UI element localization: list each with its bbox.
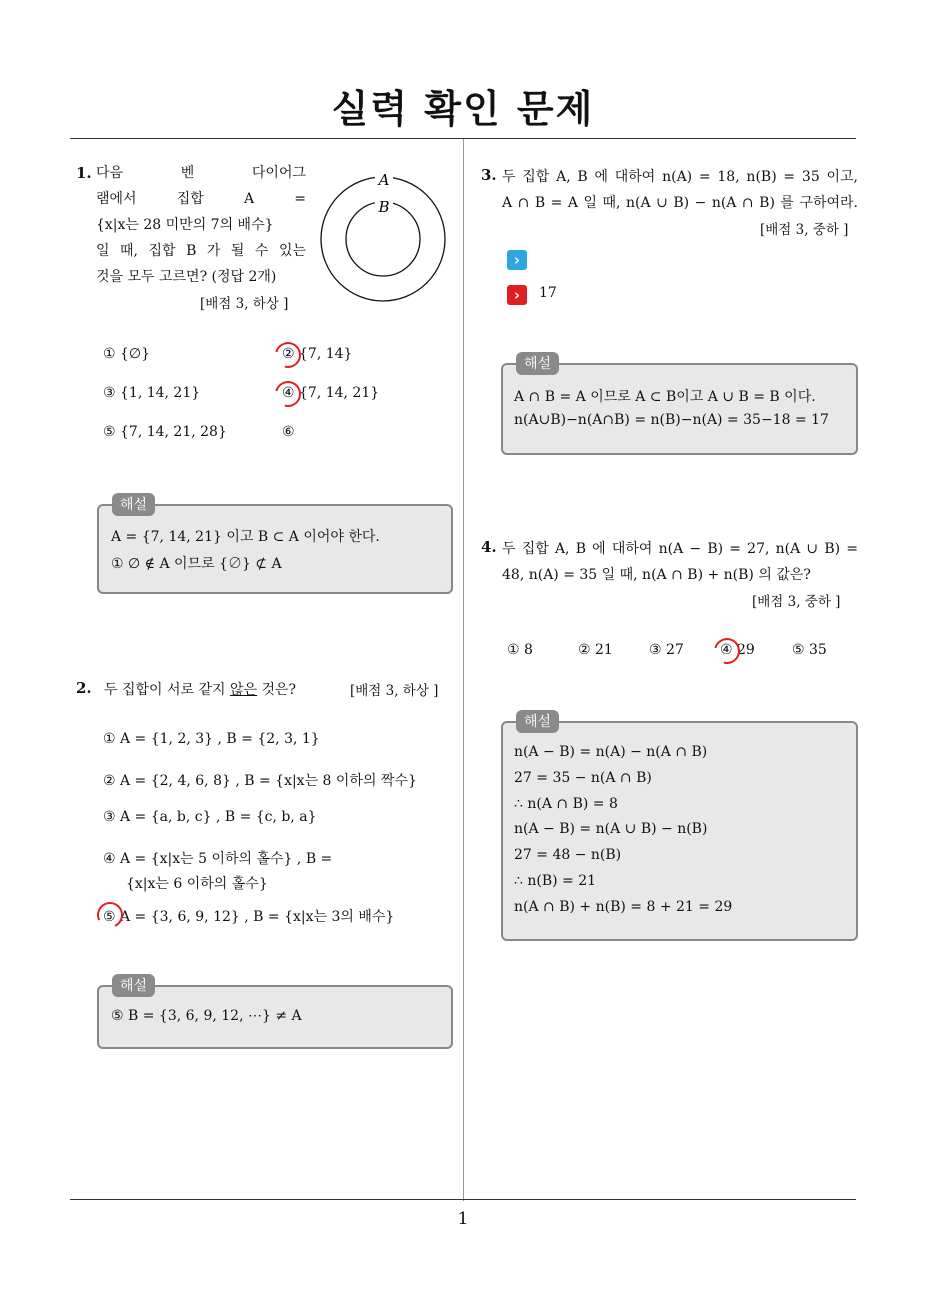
q1-choice-2[interactable]: ② {7, 14}	[282, 346, 353, 362]
q4-solution-line: n(A − B) = n(A) − n(A ∩ B)	[514, 744, 708, 760]
q1-solution-line: ① ∅ ∉ A 이므로 {∅} ⊄ A	[111, 556, 282, 572]
q2-question-text: 두 집합이 서로 같지	[104, 682, 230, 698]
q1-grade: [배점 3, 하상 ]	[200, 296, 289, 312]
venn-diagram	[318, 168, 448, 308]
q3-line: 두 집합 A, B 에 대하여 n(A) = 18, n(B) = 35 이고,	[502, 169, 858, 185]
page-title: 실력 확인 문제	[331, 87, 595, 131]
q1-choice-4[interactable]: ④ {7, 14, 21}	[282, 385, 380, 401]
q3-line: A ∩ B = A 일 때, n(A ∪ B) − n(A ∩ B) 를 구하여라.	[502, 195, 858, 211]
q1-line: 다음 벤 다이어그	[96, 165, 306, 181]
q2-question	[104, 679, 296, 699]
q2-choice-1[interactable]: ① A = {1, 2, 3} , B = {2, 3, 1}	[103, 731, 320, 747]
q3-solution-tag: 해설	[516, 352, 559, 375]
answer-mark	[709, 633, 745, 669]
q2-choice-3[interactable]: ③ A = {a, b, c} , B = {c, b, a}	[103, 809, 317, 825]
q4-solution-line: ∴ n(B) = 21	[514, 873, 597, 889]
q4-grade: [배점 3, 중하 ]	[752, 594, 841, 610]
q2-number: 2.	[76, 679, 92, 697]
q4-choice-1[interactable]: ① 8	[507, 642, 533, 658]
q1-number: 1.	[76, 164, 92, 182]
answer-mark	[270, 337, 306, 373]
q1-line: 일 때, 집합 B 가 될 수 있는	[96, 243, 306, 259]
q2-choice-4-cont: {x|x는 6 이하의 홀수}	[126, 876, 268, 892]
q1-choice-6[interactable]: ⑥	[282, 424, 295, 440]
q2-choice-4[interactable]: ④ A = {x|x는 5 이하의 홀수} , B =	[103, 851, 333, 867]
q4-choice-3[interactable]: ③ 27	[649, 642, 684, 658]
q2-question-end: 것은?	[257, 682, 297, 698]
venn-label-a: A	[378, 171, 390, 189]
q4-solution-line: ∴ n(A ∩ B) = 8	[514, 796, 618, 812]
q1-line: 것을 모두 고르면? (정답 2개)	[96, 269, 277, 285]
venn-outer-circle	[321, 177, 445, 301]
q2-question-emphasis: 않은	[230, 682, 258, 698]
page-number: 1	[457, 1209, 469, 1229]
q2-solution-line: ⑤ B = {3, 6, 9, 12, ⋯} ≠ A	[111, 1008, 302, 1024]
column-divider	[463, 139, 464, 1201]
q3-solution-box	[501, 363, 858, 455]
q1-line: {x|x는 28 미만의 7의 배수}	[96, 217, 274, 233]
q2-grade: [배점 3, 하상 ]	[350, 683, 439, 699]
q4-solution-line: n(A − B) = n(A ∪ B) − n(B)	[514, 821, 708, 837]
q1-solution-box	[97, 504, 453, 594]
q3-grade: [배점 3, 중하 ]	[760, 222, 849, 238]
q4-line: 두 집합 A, B 에 대하여 n(A − B) = 27, n(A ∪ B) =	[502, 541, 858, 557]
q1-choice-5[interactable]: ⑤ {7, 14, 21, 28}	[103, 424, 227, 440]
answer-mark	[93, 898, 126, 931]
q4-choice-5[interactable]: ⑤ 35	[792, 642, 827, 658]
q4-solution-line: n(A ∩ B) + n(B) = 8 + 21 = 29	[514, 899, 733, 915]
q4-solution-tag: 해설	[516, 710, 559, 733]
q3-solution-line: n(A∪B)−n(A∩B) = n(B)−n(A) = 35−18 = 17	[514, 412, 829, 428]
footer-divider	[70, 1199, 856, 1200]
chevron-right-icon[interactable]: ›	[507, 285, 527, 305]
q4-choice-4[interactable]: ④ 29	[720, 642, 755, 658]
q1-line: 램에서 집합 A =	[96, 191, 306, 207]
q1-solution-line: A = {7, 14, 21} 이고 B ⊂ A 이어야 한다.	[111, 529, 380, 545]
q4-line: 48, n(A) = 35 일 때, n(A ∩ B) + n(B) 의 값은?	[502, 567, 811, 583]
chevron-right-icon[interactable]: ›	[507, 250, 527, 270]
q1-solution-tag: 해설	[112, 493, 155, 516]
q4-choice-2[interactable]: ② 21	[578, 642, 613, 658]
q3-solution-line: A ∩ B = A 이므로 A ⊂ B이고 A ∪ B = B 이다.	[514, 389, 816, 405]
answer-mark	[270, 376, 306, 412]
q4-number: 4.	[481, 538, 497, 556]
q1-choice-3[interactable]: ③ {1, 14, 21}	[103, 385, 201, 401]
q2-choice-5[interactable]: ⑤ A = {3, 6, 9, 12} , B = {x|x는 3의 배수}	[103, 909, 395, 925]
q1-text	[96, 160, 306, 290]
q1-choice-1[interactable]: ① {∅}	[103, 346, 151, 362]
q4-solution-line: 27 = 35 − n(A ∩ B)	[514, 770, 652, 786]
q3-answer: 17	[539, 285, 557, 301]
venn-label-b: B	[378, 198, 390, 216]
q2-choice-2[interactable]: ② A = {2, 4, 6, 8} , B = {x|x는 8 이하의 짝수}	[103, 773, 417, 789]
q4-solution-line: 27 = 48 − n(B)	[514, 847, 622, 863]
q3-number: 3.	[481, 166, 497, 184]
q2-solution-tag: 해설	[112, 974, 155, 997]
